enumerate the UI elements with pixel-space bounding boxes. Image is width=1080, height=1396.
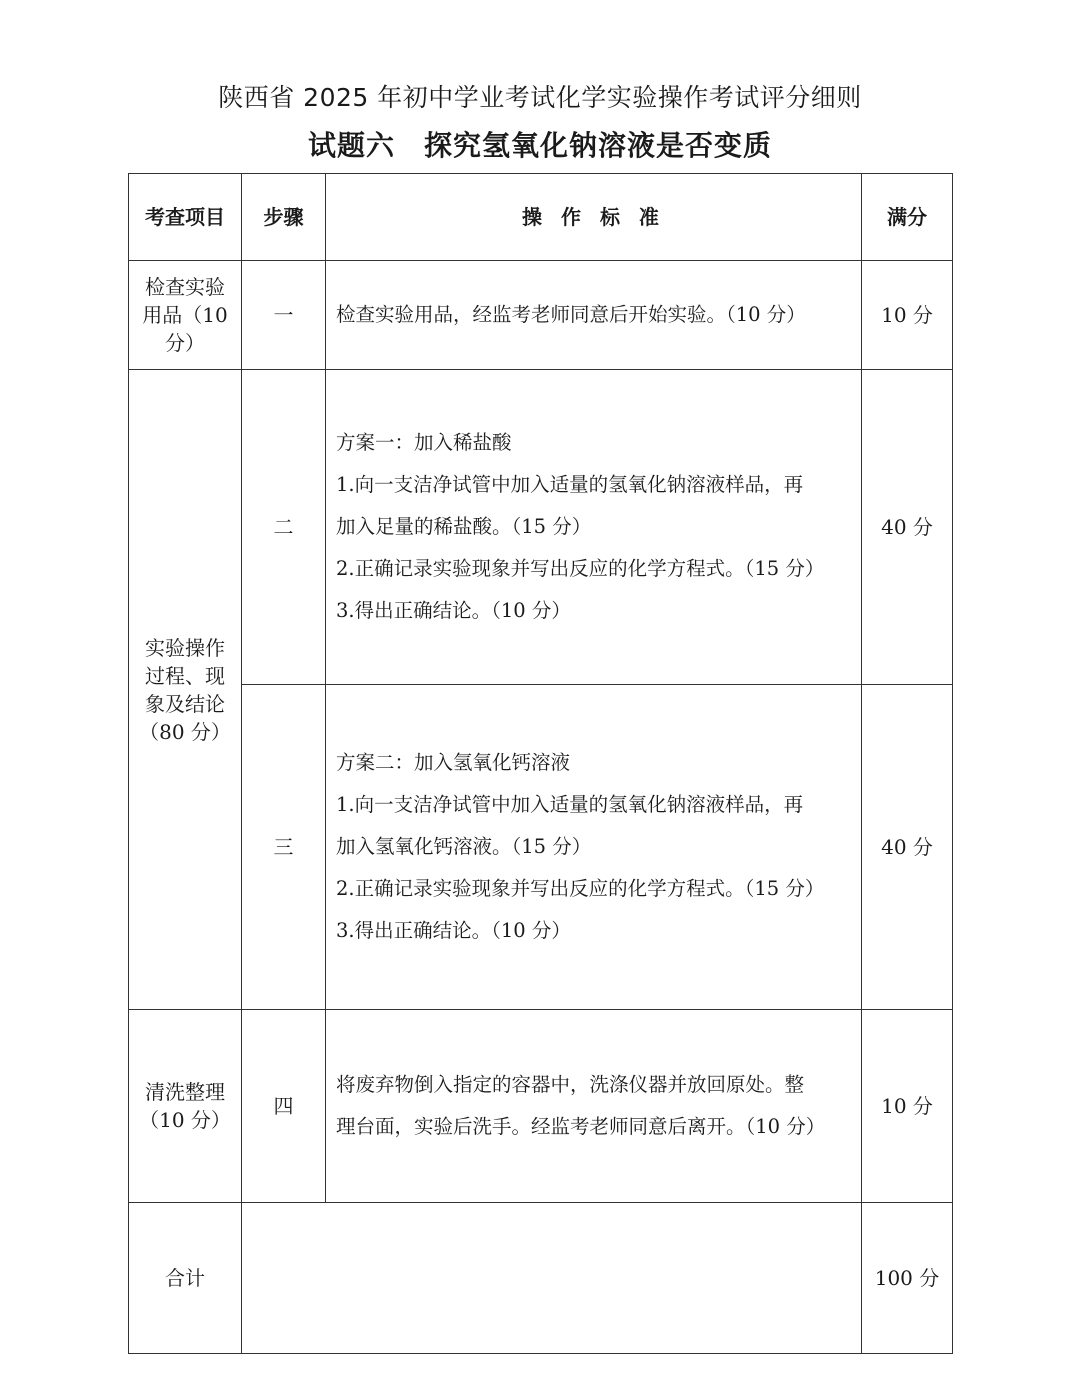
total-label: 合计 bbox=[129, 1203, 242, 1354]
standard-line: 检查实验用品，经监考老师同意后开始实验。（10 分） bbox=[336, 303, 806, 326]
table-row bbox=[129, 261, 953, 370]
standard-line: 3.得出正确结论。（10 分） bbox=[336, 919, 571, 942]
standard-line: 方案二：加入氢氧化钙溶液 bbox=[336, 751, 571, 774]
total-row bbox=[129, 1203, 953, 1354]
step-cell: 二 bbox=[242, 370, 326, 685]
step-cell: 一 bbox=[242, 261, 326, 370]
standard-cell bbox=[326, 685, 862, 1010]
standard-line: 加入足量的稀盐酸。（15 分） bbox=[336, 515, 592, 538]
category-label: 清洗整理（10 分） bbox=[139, 1080, 231, 1132]
score-cell: 10 分 bbox=[862, 261, 953, 370]
total-score: 100 分 bbox=[862, 1203, 953, 1354]
standard-cell bbox=[326, 261, 862, 370]
standard-line: 1.向一支洁净试管中加入适量的氢氧化钠溶液样品，再 bbox=[336, 793, 804, 816]
category-cell bbox=[129, 1010, 242, 1203]
score-cell: 40 分 bbox=[862, 685, 953, 1010]
step-cell: 四 bbox=[242, 1010, 326, 1203]
standard-line: 2.正确记录实验现象并写出反应的化学方程式。（15 分） bbox=[336, 557, 825, 580]
table-row bbox=[129, 1010, 953, 1203]
header-item: 考查项目 bbox=[129, 174, 242, 261]
table-row bbox=[129, 685, 953, 1010]
scoring-table bbox=[128, 173, 953, 1354]
standard-line: 方案一：加入稀盐酸 bbox=[336, 431, 512, 454]
category-cell bbox=[129, 261, 242, 370]
table-row bbox=[129, 370, 953, 685]
standard-line: 理台面，实验后洗手。经监考老师同意后离开。（10 分） bbox=[336, 1115, 826, 1138]
table-header-row bbox=[129, 174, 953, 261]
category-label: 检查实验用品（10 分） bbox=[142, 275, 228, 355]
category-cell bbox=[129, 370, 242, 1010]
category-label: 实验操作过程、现象及结论（80 分） bbox=[139, 635, 231, 744]
standard-cell bbox=[326, 1010, 862, 1203]
standard-line: 加入氢氧化钙溶液。（15 分） bbox=[336, 835, 592, 858]
document-subtitle: 试题六 探究氢氧化钠溶液是否变质 bbox=[307, 129, 772, 162]
standard-line: 将废弃物倒入指定的容器中，洗涤仪器并放回原处。整 bbox=[336, 1073, 805, 1096]
step-cell: 三 bbox=[242, 685, 326, 1010]
standard-line: 2.正确记录实验现象并写出反应的化学方程式。（15 分） bbox=[336, 877, 825, 900]
standard-line: 1.向一支洁净试管中加入适量的氢氧化钠溶液样品，再 bbox=[336, 473, 804, 496]
score-cell: 40 分 bbox=[862, 370, 953, 685]
total-empty-cell bbox=[242, 1203, 862, 1354]
header-step: 步骤 bbox=[242, 174, 326, 261]
standard-cell bbox=[326, 370, 862, 685]
standard-line: 3.得出正确结论。（10 分） bbox=[336, 599, 571, 622]
header-score: 满分 bbox=[862, 174, 953, 261]
document-title: 陕西省 2025 年初中学业考试化学实验操作考试评分细则 bbox=[218, 83, 862, 112]
score-cell: 10 分 bbox=[862, 1010, 953, 1203]
header-standard: 操 作 标 准 bbox=[326, 174, 862, 261]
